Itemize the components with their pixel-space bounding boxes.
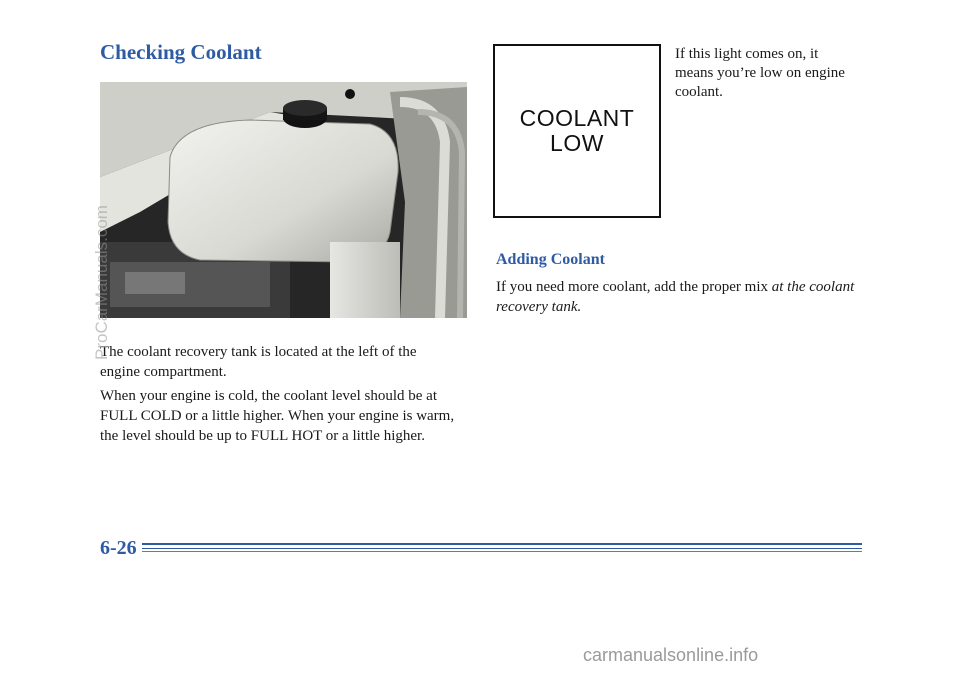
coolant-level-paragraph: When your engine is cold, the coolant level should be at FULL COLD or a little higher. When your engine is warm, the level should be up to FULL HOT or a little higher. (100, 388, 455, 444)
adding-coolant-text-plain: If you need more coolant, add the proper mix (496, 279, 772, 295)
page-number: 6-26 (100, 537, 137, 559)
coolant-tank-illustration (100, 82, 467, 318)
adding-coolant-text-italic: at the coolant recovery tank. (496, 279, 855, 315)
warning-light-line2: LOW (550, 130, 604, 156)
warning-light-line1: COOLANT (519, 105, 635, 131)
engine-compartment-photo (100, 82, 467, 318)
photo-caption: The coolant recovery tank is located at the left of the engine compartment. (100, 344, 417, 380)
adding-coolant-text (496, 277, 856, 317)
coolant-low-warning-light (493, 44, 661, 218)
footer-rule-thinner (142, 551, 862, 552)
footer-rule (142, 543, 862, 545)
bottom-watermark: carmanualsonline.info (583, 645, 759, 665)
adding-coolant-title: Adding Coolant (496, 251, 605, 268)
warning-light-description: If this light comes on, it means you’re low on engine coolant. (675, 46, 845, 100)
footer-rule-thin (142, 548, 862, 549)
section-title: Checking Coolant (100, 40, 262, 64)
side-watermark: ProCarManuals.com (92, 205, 111, 360)
